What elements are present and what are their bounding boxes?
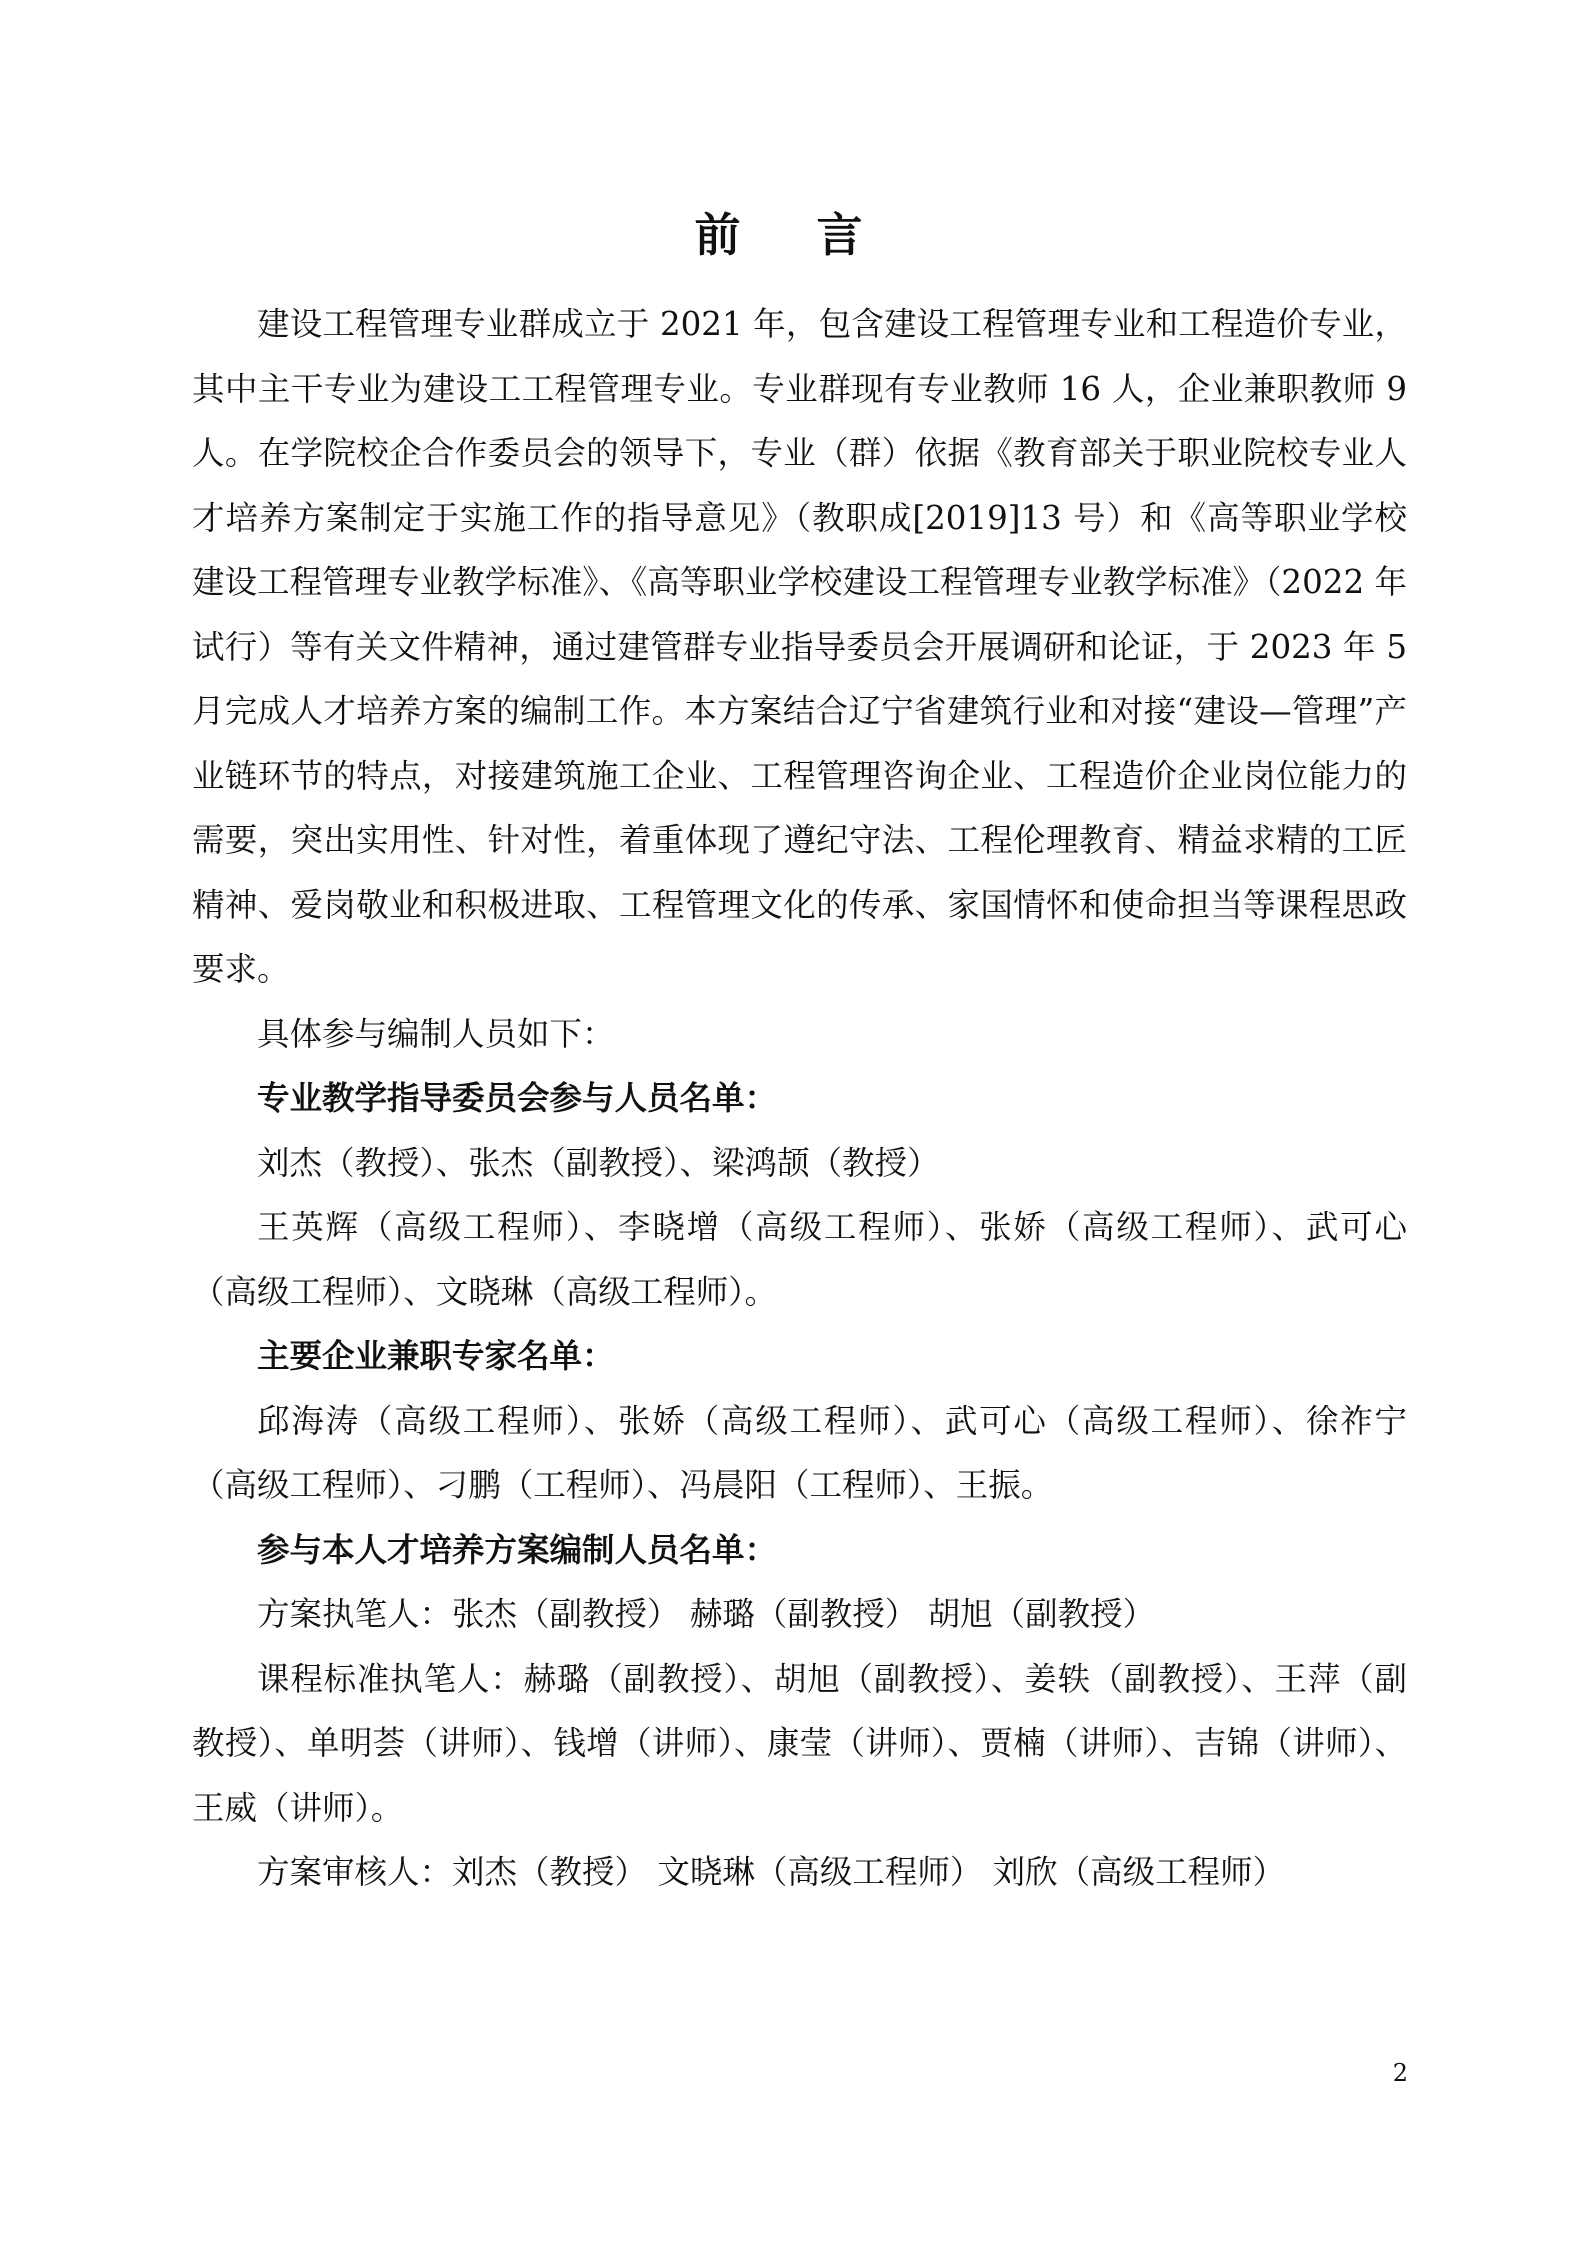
plan-authors: 方案执笔人：张杰（副教授） 赫璐（副教授） 胡旭（副教授）: [257, 1595, 1156, 1633]
committee-list-2: 王英辉（高级工程师）、李晓增（高级工程师）、张娇（高级工程师）、武可心（高级工程师）、文晓琳（高级工程师）。: [192, 1208, 1407, 1311]
plan-reviewers: 方案审核人：刘杰（教授） 文晓琳（高级工程师） 刘欣（高级工程师）: [257, 1853, 1286, 1891]
preface-body: [192, 292, 1407, 1905]
authors-heading: 参与本人才培养方案编制人员名单：: [257, 1529, 778, 1569]
page-title: 前 言: [694, 208, 893, 262]
course-standard-authors: 课程标准执笔人：赫璐（副教授）、胡旭（副教授）、姜轶（副教授）、王萍（副教授）、单明荟（讲师）、钱增（讲师）、康莹（讲师）、贾楠（讲师）、吉锦（讲师）、王威（讲师）。: [192, 1659, 1407, 1827]
experts-heading: 主要企业兼职专家名单：: [257, 1336, 615, 1375]
intro-paragraph: 建设工程管理专业群成立于 2021 年，包含建设工程管理专业和工程造价专业，其中主干专业为建设工工程管理专业。专业群现有专业教师 16 人，企业兼职教师 9 人。在学院校企合作委员会的领导下，专业（群）依据《教育部关于职业院校专业人才培养方案制定于实施工作的指导意见》（教职成[2019]13 号）和《高等职业学校建设工程管理专业教学标准》、《高等职业学校建设工程管理专业教学标准》（2022 年试行）等有关文件精神，通过建管群专业指导委员会开展调研和论证，于 2023 年 5 月完成人才培养方案的编制工作。本方案结合辽宁省建筑行业和对接“建设—管理”产业链环节的特点，对接建筑施工企业、工程管理咨询企业、工程造价企业岗位能力的需要，突出实用性、针对性，着重体现了遵纪守法、工程伦理教育、精益求精的工匠精神、爱岗敬业和积极进取、工程管理文化的传承、家国情怀和使命担当等课程思政要求。: [192, 305, 1407, 988]
participants-intro: 具体参与编制人员如下：: [257, 1014, 615, 1053]
experts-list: 邱海涛（高级工程师）、张娇（高级工程师）、武可心（高级工程师）、徐祚宁（高级工程师）、刁鹏（工程师）、冯晨阳（工程师）、王振。: [192, 1401, 1407, 1504]
page-number: 2: [1392, 2059, 1408, 2087]
committee-heading: 专业教学指导委员会参与人员名单：: [257, 1078, 778, 1117]
committee-list-1: 刘杰（教授）、张杰（副教授）、梁鸿颉（教授）: [257, 1143, 940, 1182]
